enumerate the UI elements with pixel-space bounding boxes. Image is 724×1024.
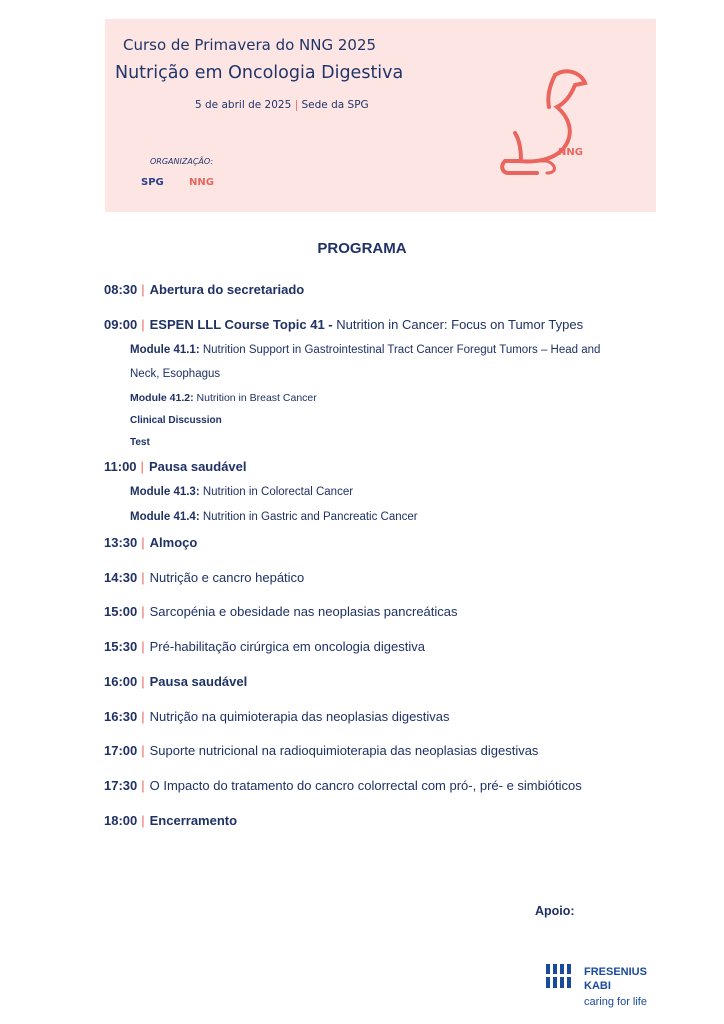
separator: | xyxy=(141,604,145,619)
separator: | xyxy=(141,674,145,689)
session-title: Suporte nutricional na radioquimioterapia das neoplasias digestivas xyxy=(149,743,539,758)
session-title: Pré-habilitação cirúrgica em oncologia digestiva xyxy=(149,639,425,654)
time: 18:00 xyxy=(104,813,138,828)
time: 17:00 xyxy=(104,743,138,758)
schedule-item xyxy=(104,604,458,619)
session-title: Abertura do secretariado xyxy=(149,282,305,297)
time: 15:00 xyxy=(104,604,138,619)
separator: | xyxy=(141,570,145,585)
module-item xyxy=(130,344,600,356)
sponsor-name-line1: FRESENIUS xyxy=(584,966,647,978)
module-label: Module 41.1: xyxy=(130,344,200,356)
schedule-item xyxy=(104,317,583,332)
module-title: Nutrition Support in Gastrointestinal Tract Cancer Foregut Tumors – Head and xyxy=(199,344,601,356)
session-title: Almoço xyxy=(149,535,198,550)
clinical-discussion: Clinical Discussion xyxy=(130,415,222,426)
session-title: Pausa saudável xyxy=(149,674,248,689)
separator: | xyxy=(141,282,145,297)
schedule-item xyxy=(104,282,304,297)
module-title: Nutrition in Gastric and Pancreatic Cancer xyxy=(199,511,418,523)
separator: | xyxy=(141,813,145,828)
time: 16:00 xyxy=(104,674,138,689)
module-label: Module 41.4: xyxy=(130,511,200,523)
schedule-item xyxy=(104,709,450,724)
nng-bird-logo-icon xyxy=(497,65,597,177)
spg-logo: SPG xyxy=(141,177,164,188)
module-item xyxy=(130,486,353,498)
course-subtitle: Nutrição em Oncologia Digestiva xyxy=(115,63,404,83)
schedule-item xyxy=(104,674,247,689)
session-title: Pausa saudável xyxy=(148,459,247,474)
time: 11:00 xyxy=(104,459,137,474)
sponsor-tagline: caring for life xyxy=(584,996,647,1008)
time: 13:30 xyxy=(104,535,138,550)
separator: | xyxy=(294,99,299,111)
event-venue: Sede da SPG xyxy=(301,99,369,111)
separator: | xyxy=(141,709,145,724)
session-title: O Impacto do tratamento do cancro colorrectal com pró-, pré- e simbióticos xyxy=(149,778,582,793)
session-title: Encerramento xyxy=(149,813,238,828)
nng-brand-text: NNG xyxy=(558,147,583,158)
schedule-item xyxy=(104,778,582,793)
time: 17:30 xyxy=(104,778,138,793)
session-title: Nutrição na quimioterapia das neoplasias digestivas xyxy=(149,709,450,724)
time: 15:30 xyxy=(104,639,138,654)
schedule-item xyxy=(104,813,237,828)
test-item: Test xyxy=(130,437,150,448)
module-title: Nutrition in Breast Cancer xyxy=(193,392,317,404)
session-title: Nutrição e cancro hepático xyxy=(149,570,305,585)
module-label: Module 41.3: xyxy=(130,486,200,498)
time: 16:30 xyxy=(104,709,138,724)
separator: | xyxy=(141,317,145,332)
module-item-continued xyxy=(130,368,220,380)
date-venue xyxy=(195,99,369,111)
time: 14:30 xyxy=(104,570,138,585)
header-banner xyxy=(105,19,656,212)
module-label: Module 41.2: xyxy=(130,392,194,404)
module-title: Nutrition in Colorectal Cancer xyxy=(199,486,354,498)
time: 08:30 xyxy=(104,282,138,297)
program-title: PROGRAMA xyxy=(317,240,407,257)
schedule-item xyxy=(104,459,247,474)
session-title: Nutrition in Cancer: Focus on Tumor Types xyxy=(332,317,584,332)
module-item xyxy=(130,511,418,523)
course-title: Curso de Primavera do NNG 2025 xyxy=(123,36,377,54)
session-topic: ESPEN LLL Course Topic 41 - xyxy=(149,317,333,332)
sponsor-label: Apoio: xyxy=(535,904,575,918)
schedule-item xyxy=(104,743,538,758)
time: 09:00 xyxy=(104,317,138,332)
sponsor-name-line2: KABI xyxy=(584,980,611,992)
schedule-item xyxy=(104,535,197,550)
module-item xyxy=(130,392,317,404)
schedule-item xyxy=(104,639,425,654)
nng-small-logo: NNG xyxy=(189,177,214,188)
event-date: 5 de abril de 2025 xyxy=(195,99,292,111)
separator: | xyxy=(141,535,145,550)
separator: | xyxy=(140,459,144,474)
session-title: Sarcopénia e obesidade nas neoplasias pancreáticas xyxy=(149,604,458,619)
fresenius-logo-icon xyxy=(544,962,576,990)
module-title: Neck, Esophagus xyxy=(130,368,221,380)
separator: | xyxy=(141,639,145,654)
organization-label: ORGANIZAÇÃO: xyxy=(150,157,214,166)
schedule-item xyxy=(104,570,304,585)
separator: | xyxy=(141,778,145,793)
separator: | xyxy=(141,743,145,758)
